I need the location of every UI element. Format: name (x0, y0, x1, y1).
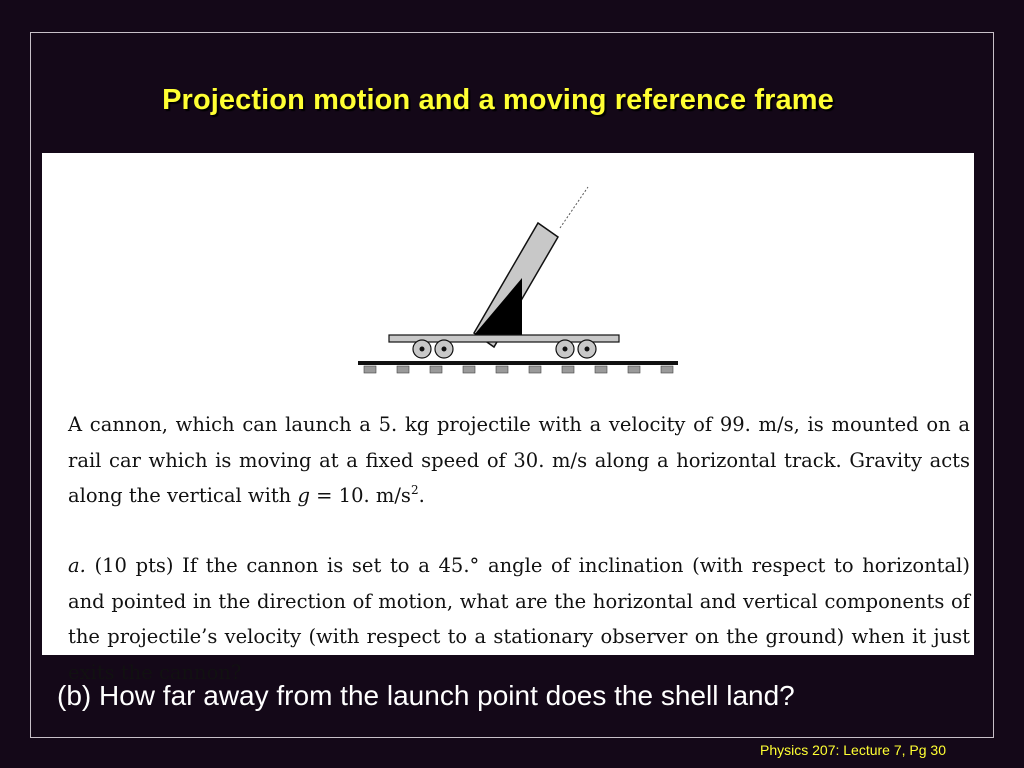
rail-tie (430, 366, 442, 373)
g-exponent: 2 (410, 483, 419, 497)
part-a-text: (10 pts) If the cannon is set to a 45.° angle of inclination (with respect to horizontal) and pointed in the direction of motion, what are the horizontal and vertical components of the projectile’s velocity (with respect to a stationary observer on the ground) when it just exits the cannon? (68, 554, 970, 684)
slide-footer: Physics 207: Lecture 7, Pg 30 (760, 742, 946, 758)
rail-track (358, 361, 678, 365)
rail-tie (364, 366, 376, 373)
problem-image (42, 153, 974, 684)
rail-tie (628, 366, 640, 373)
rail-tie (397, 366, 409, 373)
rail-ties (364, 366, 673, 373)
problem-statement (68, 407, 970, 514)
wheels (413, 340, 596, 358)
slide-title: Projection motion and a moving reference frame (162, 84, 834, 116)
problem-part-a (68, 548, 970, 690)
rail-tie (463, 366, 475, 373)
wheel-axle (442, 347, 447, 352)
rail-tie (529, 366, 541, 373)
wheel-axle (585, 347, 590, 352)
cannon-railcar-diagram (42, 153, 974, 393)
rail-tie (562, 366, 574, 373)
wheel-axle (420, 347, 425, 352)
g-symbol: g (297, 484, 310, 507)
question-b: (b) How far away from the launch point does the shell land? (57, 680, 795, 711)
wheel-axle (563, 347, 568, 352)
rail-tie (595, 366, 607, 373)
problem-intro: A cannon, which can launch a 5. kg projectile with a velocity of 99. m/s, is mounted on a rail car which is moving at a fixed speed of 30. m/s along a horizontal track. Gravity acts along the vertical with (68, 413, 970, 507)
rail-tie (496, 366, 508, 373)
g-end: . (418, 484, 425, 507)
g-value: = 10. m/s (309, 484, 411, 507)
rail-tie (661, 366, 673, 373)
aim-line (560, 187, 588, 228)
part-a-label: a. (68, 554, 86, 577)
